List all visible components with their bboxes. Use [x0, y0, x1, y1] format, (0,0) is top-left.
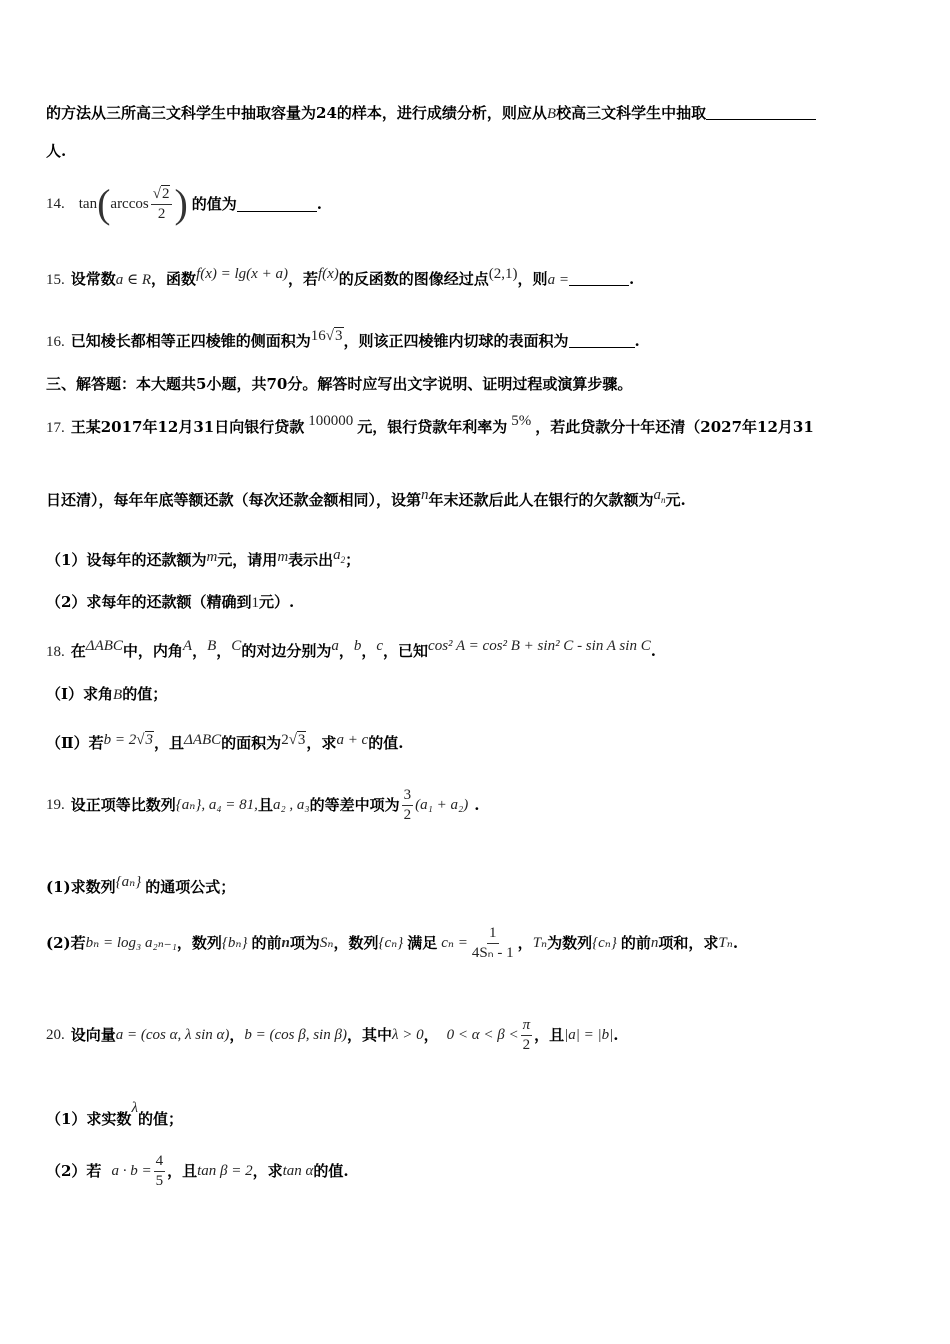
question-14: 14. tan ( arccos $\frac{√2}{2}$ ) 的值为 . [46, 181, 323, 226]
question-17-part1: （1）设每年的还款额为m元，请用m表示出$a_2$； [46, 547, 361, 569]
question-19: 19. 设正项等比数列 {aₙ} , a₄ = 81, 且 a₂ , a₃ 的等差中项为 $\frac{3}{2}$ (a₁ + a₂) . [46, 786, 480, 823]
q13-continuation-line: 的方法从三所高三文科学生中抽取容量为24的样本，进行成绩分析，则应从B校高三文科学生中抽取 [46, 103, 816, 124]
answer-blank[interactable] [569, 271, 629, 286]
question-18-part1: （Ⅰ）求角B的值； [46, 685, 168, 703]
question-20-part2: （2）若 a · b = $\frac{4}{5}$ ，且 tan β = 2 ，求 tan α 的值. [46, 1152, 349, 1189]
question-20-part1: （1）求实数λ的值； [46, 1100, 183, 1128]
q13-continuation-end: 人. [46, 142, 67, 160]
question-17: 17. 王某2017年12月31日向银行贷款 100000 元，银行贷款年利率为 5% ，若此贷款分十年还清（2027年12月31 [46, 413, 814, 436]
question-18-part2: （Ⅱ）若b = 2√3，且ΔABC的面积为2√3，求a + c的值. [46, 732, 404, 752]
answer-blank[interactable] [706, 105, 816, 120]
answer-blank[interactable] [237, 197, 317, 212]
answer-blank[interactable] [569, 333, 635, 348]
question-17-part2: （2）求每年的还款额（精确到1元）. [46, 593, 295, 611]
question-19-part2: (2)若 bₙ = log₃ a₂ₙ₋₁ ，数列 {bₙ} 的前 n 项为 Sₙ ，数列 {cₙ} 满足 cₙ = $\frac{1}{\text{4Sₙ - 1}}$ ， Tₙ 为数列 {cₙ} 的前 n 项和，求 Tₙ . [46, 924, 739, 961]
question-16: 16. 已知棱长都相等正四棱锥的侧面积为16√3，则该正四棱锥内切球的表面积为 . [46, 328, 640, 350]
question-18: 18. 在ΔABC中，内角A，B，C的对边分别为a，b，c，已知cos² A = cos² B + sin² C - sin A sin C. [46, 638, 656, 660]
question-20: 20. 设向量 a = (cos α, λ sin α) ， b = (cos β, sin β) ，其中 λ > 0 ， 0 < α < β < $\frac{\pi}{2}$ ，且 |a| = |b| . [46, 1016, 619, 1053]
question-15: 15. 设常数a ∈ R，函数f(x) = lg(x + a)，若f(x)的反函数的图像经过点(2,1)，则a = . [46, 266, 635, 288]
school-b-label: B [546, 106, 557, 122]
question-17-line2: 日还清），每年年底等额还款（每次还款金额相同），设第n年末还款后此人在银行的欠款额为$a_n$元. [46, 487, 686, 509]
section-heading: 三、解答题：本大题共5小题，共70分。解答时应写出文字说明、证明过程或演算步骤。 [46, 375, 633, 393]
question-19-part1: (1)求数列{aₙ} 的通项公式； [46, 874, 236, 896]
